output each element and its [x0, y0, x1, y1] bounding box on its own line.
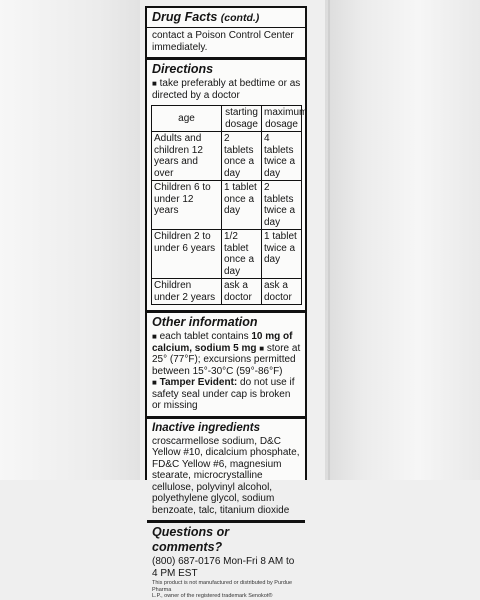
table-cell: ask a doctor — [262, 279, 302, 305]
table-row — [152, 132, 302, 181]
inactive-ingredients-text: croscarmellose sodium, D&C Yellow #10, dicalcium phosphate, FD&C Yellow #6, magnesium stearate, microcrystalline cellulose, polyvinyl alcohol, polyethylene glycol, sodium benzoate, talc, titanium dioxide — [152, 435, 300, 516]
bullet-icon: ■ — [259, 343, 265, 353]
other-information-text: ■ each tablet contains 10 mg of calcium, sodium 5 mg ■ store at 25° (77°F); excursions permitted between 15°-30°C (59°-86°F) ■ Tamper Evident: do not use if safety seal under cap is broken or missing — [152, 331, 301, 411]
directions-bullet-text: take preferably at bedtime or as directed by a doctor — [152, 78, 301, 101]
table-cell: Children under 2 years — [152, 279, 222, 305]
directions-bullet — [147, 78, 305, 103]
drug-facts-header — [147, 8, 305, 27]
table-cell: Adults and children 12 years and over — [152, 132, 222, 181]
table-cell: 2 tablets once a day — [222, 132, 262, 181]
table-cell: 1 tablet once a day — [222, 181, 262, 230]
drug-facts-title: Drug Facts — [152, 10, 218, 24]
fine-print-line-1: This product is not manufactured or distributed by Purdue Pharma — [152, 580, 293, 593]
dosage-table-header — [152, 106, 302, 132]
table-row — [152, 230, 302, 279]
inactive-ingredients — [147, 419, 305, 519]
table-cell: ask a doctor — [222, 279, 262, 305]
header-starting-dosage: starting dosage — [222, 106, 262, 132]
questions-title: Questions or comments? — [152, 525, 230, 554]
questions-phone: (800) 687-0176 Mon-Fri 8 AM to 4 PM EST — [152, 556, 295, 579]
dosage-table — [151, 105, 308, 305]
table-cell: 2 tablets twice a day — [262, 181, 302, 230]
bullet-icon: ■ — [152, 378, 157, 387]
header-age: age — [152, 106, 222, 132]
header-maximum-dosage: maximum dosage — [262, 106, 302, 132]
table-cell: 4 tablets twice a day — [262, 132, 302, 181]
drug-facts-contd: (contd.) — [220, 12, 260, 24]
fine-print-line-2: L.P., owner of the registered trademark Senokot® — [152, 593, 273, 599]
directions-title: Directions — [152, 62, 214, 76]
table-row — [152, 279, 302, 305]
table-cell: 1/2 tablet once a day — [222, 230, 262, 279]
bullet-icon: ■ — [152, 332, 157, 341]
inactive-ingredients-title: Inactive ingredients — [152, 421, 261, 434]
bottle-seam — [328, 0, 330, 480]
table-row — [152, 181, 302, 230]
bullet-icon: ■ — [152, 79, 157, 88]
poison-control-text: contact a Poison Control Center immediately. — [152, 30, 294, 53]
background-left — [0, 0, 140, 480]
table-cell: 1 tablet twice a day — [262, 230, 302, 279]
table-cell: Children 6 to under 12 years — [152, 181, 222, 230]
other-information-title: Other information — [152, 315, 258, 329]
table-cell: Children 2 to under 6 years — [152, 230, 222, 279]
background-right — [325, 0, 480, 480]
drug-facts-label — [145, 6, 308, 599]
